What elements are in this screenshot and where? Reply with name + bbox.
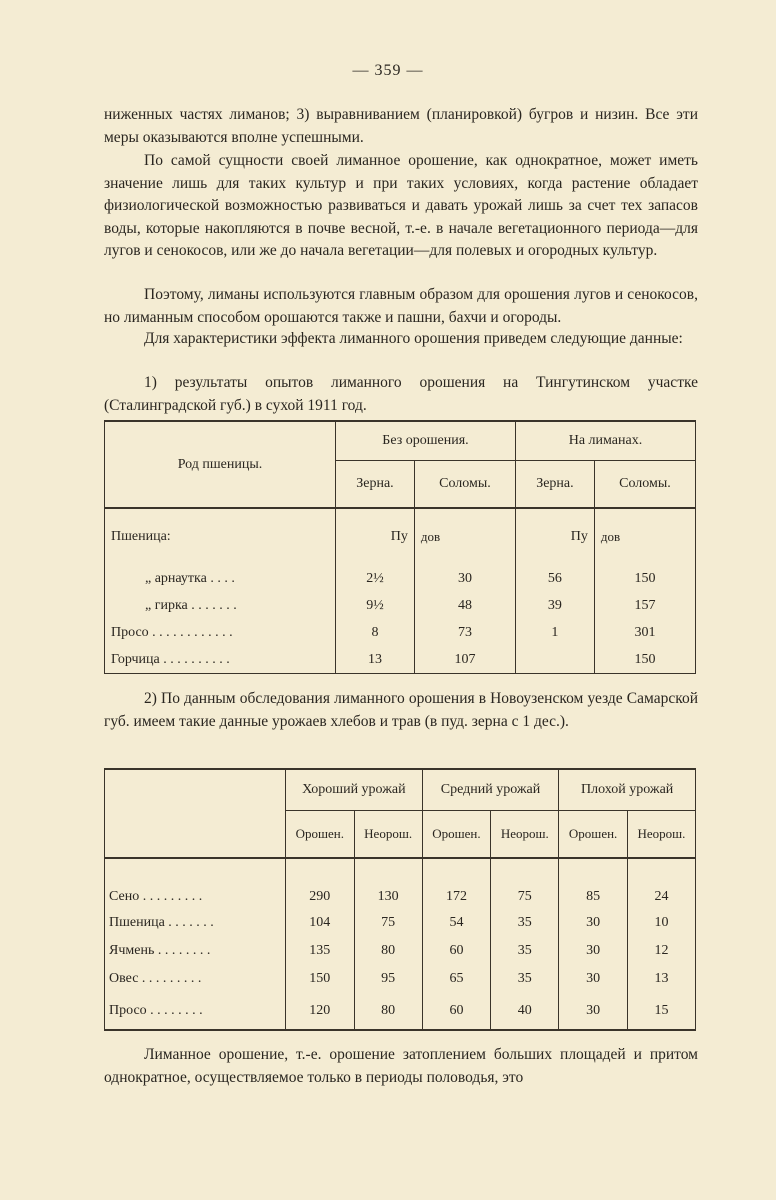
- paragraph-2: По самой сущности своей лиманное орошение, как однократное, может иметь значение лишь для таких культур и при таких условиях, когда растение обладает физиологической возможностью развиваться и давать урожай лишь за счет тех запасов воды, которые накопляются в почве весной, т.-е. в начале вегетационного периода—для лугов и сенокосов, или же до начала вегетации—для полевых и огородных культур.: [104, 152, 698, 259]
- sub-header-irrigated: Орошен.: [422, 811, 491, 859]
- unit-left: Пу: [336, 508, 415, 565]
- sub-header-non-irrigated: Неорош.: [354, 811, 422, 859]
- page-number: — 359 —: [352, 62, 424, 79]
- table-crop-yields: [104, 768, 696, 1031]
- table-row: Сено . . . . . . . . . 290 130 172 75 85 24: [105, 858, 696, 909]
- col-header-wheat-kind: Род пшеницы.: [105, 421, 336, 508]
- table-row: „ арнаутка . . . . 2½ 30 56 150: [105, 565, 696, 592]
- unit-right: дов: [594, 508, 695, 565]
- table-row: Пшеница . . . . . . . 104 75 54 35 30 10: [105, 909, 696, 937]
- col-header-empty: [105, 769, 286, 858]
- sub-header-non-irrigated: Неорош.: [627, 811, 695, 859]
- table-row: Ячмень . . . . . . . . 135 80 60 35 30 12: [105, 937, 696, 965]
- sub-header-grain: Зерна.: [515, 461, 594, 509]
- paragraph-4: Для характеристики эффекта лиманного орошения приведем следующие данные:: [144, 330, 683, 347]
- table-row: Горчица . . . . . . . . . . 13 107 150: [105, 646, 696, 674]
- table-row: Овес . . . . . . . . . 150 95 65 35 30 13: [105, 965, 696, 993]
- paragraph-6: 2) По данным обследования лиманного орошения в Новоузенском уезде Самарской губ. имеем такие данные урожаев хлебов и трав (в пуд. зерна с 1 дес.).: [104, 690, 698, 730]
- sub-header-straw: Соломы.: [594, 461, 695, 509]
- section-label: Пшеница:: [105, 508, 336, 565]
- unit-left: Пу: [515, 508, 594, 565]
- sub-header-straw: Соломы.: [414, 461, 515, 509]
- group-header-poor: Плохой урожай: [559, 769, 696, 811]
- unit-right: дов: [414, 508, 515, 565]
- table-row: „ гирка . . . . . . . 9½ 48 39 157: [105, 592, 696, 619]
- paragraph-3: Поэтому, лиманы используются главным образом для орошения лугов и сенокосов, но лиманным способом орошаются также и пашни, бахчи и огороды.: [104, 286, 698, 326]
- group-header-no-irrigation: Без орошения.: [336, 421, 516, 461]
- table-row: Просо . . . . . . . . . . . . 8 73 1 301: [105, 619, 696, 646]
- sub-header-irrigated: Орошен.: [286, 811, 355, 859]
- group-header-medium: Средний урожай: [422, 769, 559, 811]
- paragraph-5: 1) результаты опытов лиманного орошения на Тингутинском участке (Сталинградской губ.) в сухой 1911 год.: [104, 374, 698, 414]
- sub-header-non-irrigated: Неорош.: [491, 811, 559, 859]
- sub-header-grain: Зерна.: [336, 461, 415, 509]
- group-header-limans: На лиманах.: [515, 421, 695, 461]
- sub-header-irrigated: Орошен.: [559, 811, 628, 859]
- group-header-good: Хороший урожай: [286, 769, 423, 811]
- table-row: Просо . . . . . . . . 120 80 60 40 30 15: [105, 993, 696, 1030]
- table-wheat-yields: [104, 420, 696, 674]
- paragraph-7: Лиманное орошение, т.-е. орошение затоплением больших площадей и притом однократное, осуществляемое только в периоды половодья, это: [104, 1046, 698, 1086]
- paragraph-1: ниженных частях лиманов; 3) выравниванием (планировкой) бугров и низин. Все эти меры оказываются вполне успешными.: [104, 106, 698, 146]
